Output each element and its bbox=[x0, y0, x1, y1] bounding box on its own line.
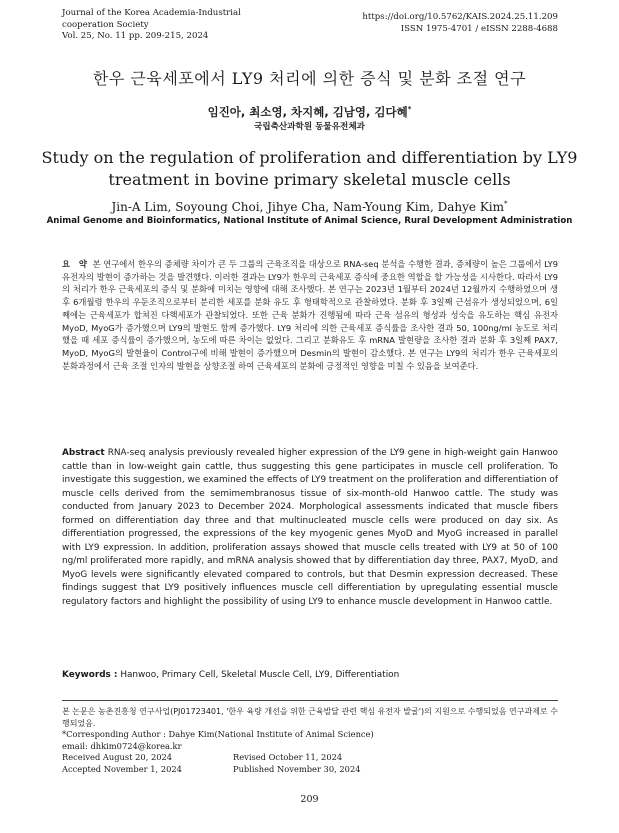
doi-header bbox=[362, 12, 558, 35]
dates-left bbox=[62, 752, 182, 775]
abstract-korean bbox=[62, 258, 558, 372]
authors-english-names: Jin-A Lim, Soyoung Choi, Jihye Cha, Nam-Young Kim, Dahye Kim bbox=[111, 200, 504, 214]
footnote-divider bbox=[62, 700, 558, 701]
revised-date: Revised October 11, 2024 bbox=[233, 752, 343, 762]
title-english-line1: Study on the regulation of proliferation and differentiation by LY9 bbox=[41, 148, 578, 167]
keywords-text: Hanwoo, Primary Cell, Skeletal Muscle Cell, LY9, Differentiation bbox=[120, 670, 400, 680]
abstract-korean-text: 본 연구에서 한우의 증체량 차이가 큰 두 그룹의 근육조직을 대상으로 RNA-seq 분석을 수행한 결과, 증체량이 높은 그룹에서 LY9 유전자의 발현이 증가하는 것을 발견했다. 이러한 결과는 LY9가 한우의 근육세포 증식에 중요한 역할을 할 가능성을 시사한다. 따라서 LY9의 처리가 한우 근육세포의 증식 및 분화에 미치는 영향에 대해 조사했다. 본 연구는 2023년 1월부터 2024년 12월까지 수행하였으며 생후 6개월령 한우의 우둔조직으로부터 분리한 세포를 분화 유도 후 형태학적으로 관찰하였다. 분화 후 3일째 근섬유가 생성되었으며, 6일째에는 근육세포가 합쳐진 다핵세포가 관찰되었다. 또한 근육 분화가 진행됨에 따라 근육 섬유의 형성과 성숙을 유도하는 핵심 유전자 MyoD, MyoG가 증가했으며 LY9의 발현도 함께 증가했다. LY9 처리에 의한 근육세포 증식률을 조사한 결과 50, 100ng/ml 농도로 처리했을 때 세포 증식률이 증가했으며, 농도에 따른 차이는 없었다. 그리고 분화유도 후 mRNA 발현량을 조사한 결과 분화 후 3일째 PAX7, MyoD, MyoG의 발현율이 Control구에 비해 발현이 증가했으며 Desmin의 발현이 감소했다. 본 연구는 LY9의 처리가 한우 근육세포의 분화과정에서 근육 조절 인자의 발현을 상향조절 하여 근육세포의 분화에 긍정적인 영향을 미칠 수 있음을 보여준다. bbox=[62, 259, 558, 371]
doi-link[interactable]: https://doi.org/10.5762/KAIS.2024.25.11.209 bbox=[362, 12, 558, 22]
title-english bbox=[40, 147, 579, 191]
journal-name-line2: cooperation Society bbox=[62, 19, 149, 30]
journal-header bbox=[62, 8, 241, 43]
abstract-english-text: RNA-seq analysis previously revealed higher expression of the LY9 gene in high-weight gain Hanwoo cattle than in low-weight gain cattle, thus suggesting this gene participates in muscle cell proliferation. To investigate this suggestion, we examined the effects of LY9 treatment on the proliferation and differentiation of muscle cells derived from the semimembranosus tissue of six-month-old Hanwoo cattle. The study was conducted from January 2023 to December 2024. Morphological assessments indicated that muscle fibers formed on differentiation day three and that multinucleated muscle cells were produced on day six. As differentiation progressed, the expressions of the key myogenic genes MyoD and MyoG increased in parallel with LY9 expression. In addition, proliferation assays showed that muscle cells treated with LY9 at 50 of 100 ng/ml proliferated more rapidly, and mRNA analysis showed that by differentiation day three, PAX7, MyoD, and MyoG levels were significantly elevated compared to controls, but that Desmin expression decreased. These findings suggest that LY9 positively influences muscle cell differentiation by upregulating essential muscle regulatory factors and highlight the possibility of using LY9 to enhance muscle development in Hanwoo cattle. bbox=[62, 448, 558, 608]
keywords-label: Keywords : bbox=[62, 670, 118, 680]
corresponding-mark-en: * bbox=[504, 200, 508, 208]
abstract-english-label: Abstract bbox=[62, 448, 105, 458]
dates-right bbox=[233, 752, 361, 775]
title-english-line2: treatment in bovine primary skeletal muscle cells bbox=[108, 170, 511, 189]
title-korean: 한우 근육세포에서 LY9 처리에 의한 증식 및 분화 조절 연구 bbox=[92, 69, 527, 88]
received-date: Received August 20, 2024 bbox=[62, 752, 173, 762]
corresponding-mark-ko: * bbox=[407, 105, 412, 114]
page-number: 209 bbox=[300, 794, 319, 805]
corresponding-author-block bbox=[62, 729, 374, 752]
corresponding-email[interactable]: email: dhkim0724@korea.kr bbox=[62, 740, 182, 751]
published-date: Published November 30, 2024 bbox=[233, 763, 361, 774]
abstract-english bbox=[62, 447, 558, 610]
authors-english bbox=[0, 200, 619, 214]
funding-note: 본 논문은 농촌진흥청 연구사업(PJ01723401, '한우 육량 개선을 위한 근육발달 관련 핵심 유전자 발굴')의 지원으로 수행되었음 연구과제로 수행되었음. bbox=[62, 707, 558, 728]
abstract-korean-label: 요 약 bbox=[62, 259, 90, 269]
affiliation-english: Animal Genome and Bioinformatics, National Institute of Animal Science, Rural Development Administration bbox=[46, 216, 573, 226]
authors-korean bbox=[0, 104, 619, 120]
journal-volume: Vol. 25, No. 11 pp. 209-215, 2024 bbox=[62, 31, 209, 41]
keywords bbox=[62, 670, 558, 680]
issn: ISSN 1975-4701 / eISSN 2288-4688 bbox=[400, 23, 558, 34]
corresponding-author: *Corresponding Author : Dahye Kim(National Institute of Animal Science) bbox=[62, 729, 374, 739]
affiliation-korean: 국립축산과학원 동물유전체과 bbox=[254, 122, 365, 132]
accepted-date: Accepted November 1, 2024 bbox=[62, 763, 182, 774]
journal-name-line1: Journal of the Korea Academia-Industrial bbox=[62, 8, 241, 18]
authors-korean-names: 임진아, 최소영, 차지혜, 김남영, 김다혜 bbox=[207, 105, 408, 119]
